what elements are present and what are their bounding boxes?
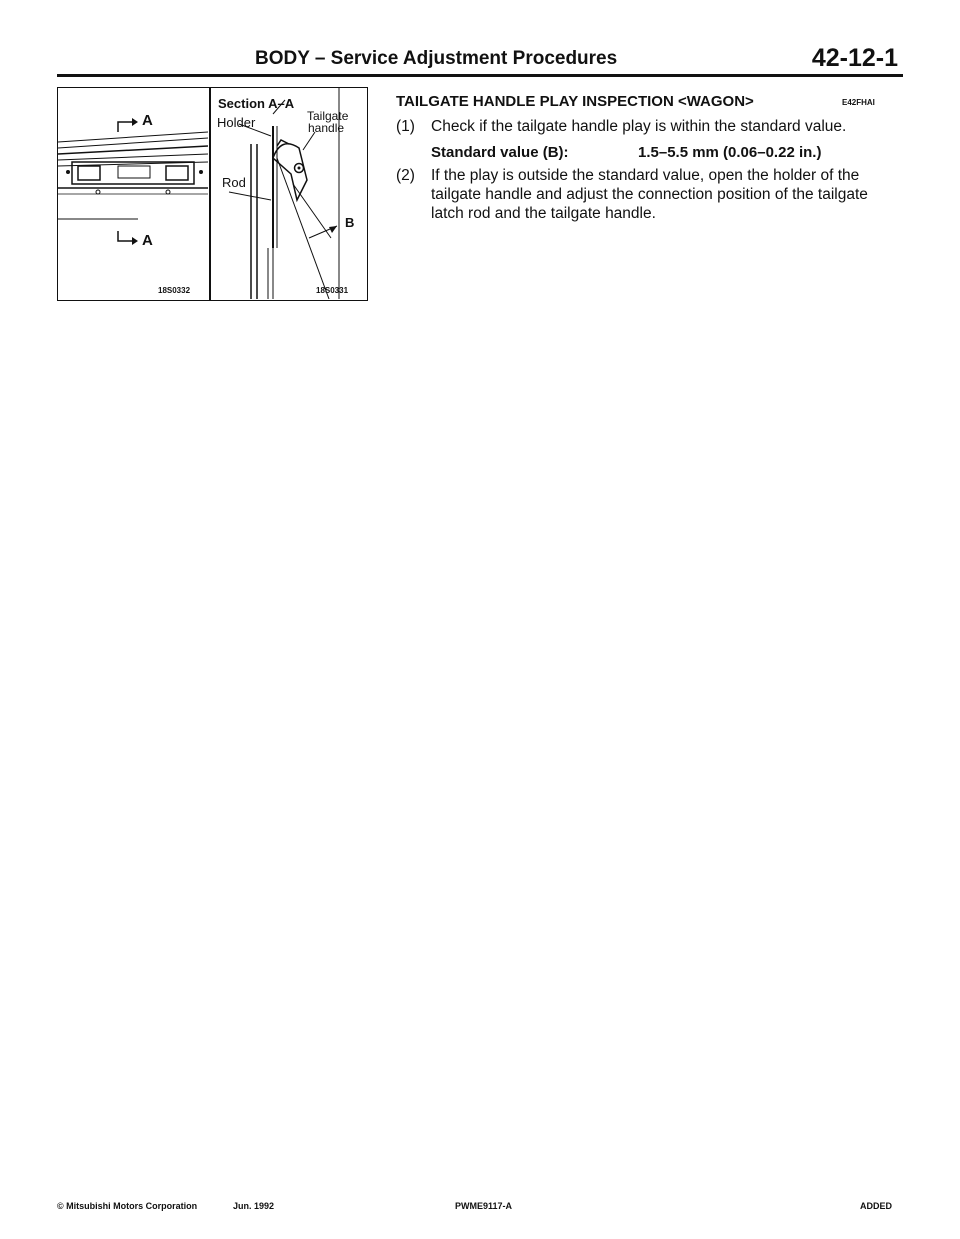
section-title: Section A–A xyxy=(218,96,295,111)
page-number: 42-12-1 xyxy=(811,44,898,72)
footer-status: ADDED xyxy=(860,1201,893,1211)
step-number: (1) xyxy=(396,118,415,135)
label-dimension-b: B xyxy=(345,215,355,230)
footer-date: Jun. 1992 xyxy=(233,1201,275,1211)
spec-label: Standard value (B): xyxy=(431,144,569,161)
spec-value: 1.5–5.5 mm (0.06–0.22 in.) xyxy=(638,144,822,161)
step-text: If the play is outside the standard value, open the holder of the tailgate handle and adjust the connection position of the tailgate latch rod and the tailgate handle. xyxy=(431,167,868,222)
step-1 xyxy=(396,117,901,136)
page-header-title: BODY – Service Adjustment Procedures xyxy=(255,48,618,69)
section-marker-bottom: A xyxy=(142,232,153,249)
figure-id: 18S0331 xyxy=(316,286,349,295)
step-number: (2) xyxy=(396,167,415,184)
label-handle: handle xyxy=(308,121,345,135)
section-marker-top: A xyxy=(142,112,153,129)
section-code: E42FHAI xyxy=(842,98,875,107)
header-rule xyxy=(57,74,903,77)
figure-section-a-a xyxy=(210,87,368,301)
figure-id: 18S0332 xyxy=(158,286,191,295)
step-text: Check if the tailgate handle play is within the standard value. xyxy=(431,118,847,135)
label-holder: Holder xyxy=(217,115,256,130)
footer-doc-code: PWME9117-A xyxy=(455,1201,513,1211)
footer-copyright: © Mitsubishi Motors Corporation xyxy=(57,1201,198,1211)
tailgate-illustration xyxy=(58,88,208,299)
section-heading: TAILGATE HANDLE PLAY INSPECTION <WAGON> xyxy=(396,93,754,110)
figure-tailgate-view xyxy=(57,87,210,301)
label-tailgate: Tailgate xyxy=(307,109,349,123)
label-rod: Rod xyxy=(222,175,246,190)
step-2 xyxy=(396,166,901,223)
